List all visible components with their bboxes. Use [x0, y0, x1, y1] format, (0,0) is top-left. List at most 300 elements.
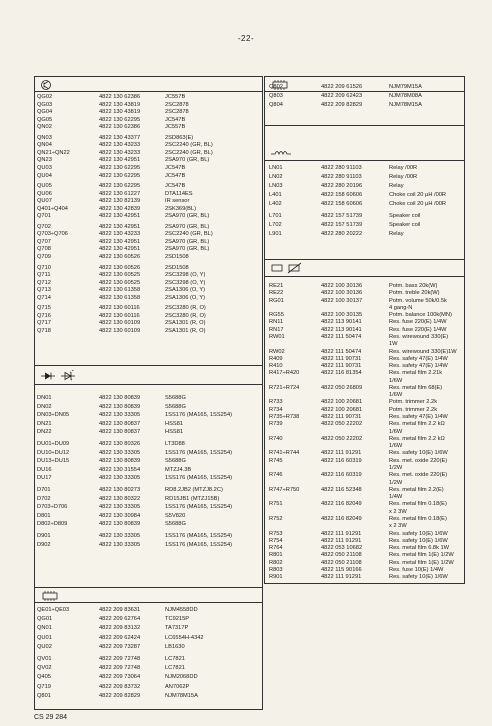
part-row	[35, 486, 262, 494]
part-description: 1/6W	[389, 377, 403, 384]
part-number: 4822 111 91291	[321, 530, 362, 537]
part-ref: R740	[269, 435, 283, 442]
part-row	[35, 212, 262, 220]
part-description: Res. metal film 0.18(E)	[389, 515, 447, 522]
part-number: 4822 116 82049	[321, 515, 362, 522]
part-ref: DU01÷DU09	[37, 441, 70, 447]
part-ref: QV01	[37, 656, 52, 662]
part-ref: QG05	[37, 116, 53, 123]
part-number: 4822 130 80839	[99, 521, 141, 528]
part-number: 4822 116 60319	[321, 457, 362, 464]
part-row	[35, 327, 262, 335]
part-description: Res. met. oxide 220(E)	[389, 472, 448, 479]
part-description: Res. safety 10(E) 1/6W	[389, 574, 448, 581]
part-ref: R802	[269, 559, 283, 566]
part-ref: QU02	[37, 643, 52, 650]
part-ref: DU10÷DU12	[37, 449, 70, 456]
part-row	[35, 541, 262, 549]
part-number: 4822 280 91103	[321, 174, 362, 180]
part-number: 4822 130 82139	[99, 198, 141, 205]
part-ref: QN23	[37, 157, 52, 164]
part-ref: R751	[269, 501, 283, 508]
part-number: 4822 209 82829	[321, 102, 363, 108]
part-row	[35, 253, 262, 261]
part-description: JC547B	[165, 164, 186, 171]
part-number: 4822 130 60116	[99, 305, 140, 312]
part-description: 2SC2240 (GR, BL)	[165, 149, 213, 156]
part-description: 2SC2240 (GR, BL)	[165, 142, 213, 149]
transistor-section	[35, 77, 262, 371]
part-description: Potm. bass 20k(W)	[389, 283, 438, 289]
part-description: 1/2W	[389, 479, 403, 486]
part-ref: DU17	[37, 475, 52, 482]
part-number: 4822 111 91291	[321, 574, 362, 581]
part-description: DTA114ES	[165, 190, 193, 197]
part-description: LC6554H-4342	[165, 634, 204, 641]
part-number: 4822 130 43233	[99, 231, 141, 238]
part-description: 1/6W	[389, 392, 403, 399]
part-description: S5688G	[165, 458, 186, 465]
part-description: TC9215P	[165, 616, 190, 623]
part-number: 4822 130 80839	[99, 403, 141, 410]
part-number: 4822 209 73287	[99, 643, 141, 650]
part-number: 4822 130 80839	[99, 458, 141, 465]
part-ref: R741÷R744	[269, 450, 300, 457]
part-row	[35, 474, 262, 482]
part-ref: Q715	[37, 305, 51, 312]
part-number: 4822 209 72748	[99, 656, 141, 662]
part-description: x 2 3W	[389, 508, 407, 515]
part-description: 2SA970 (GR, BL)	[165, 213, 210, 220]
part-description: Potm. treble 20k(W)	[389, 290, 440, 297]
part-description: NJM78M15A	[165, 692, 198, 699]
part-row	[35, 449, 262, 457]
part-description: NJM2068DD	[165, 674, 198, 681]
part-description: Res. metal film 1(E) 1/2W	[389, 552, 454, 559]
part-ref: R746	[269, 472, 283, 479]
part-ref: R753	[269, 530, 283, 537]
part-ref: D702	[37, 495, 51, 502]
part-ref: R803	[269, 566, 283, 573]
part-row	[35, 428, 262, 436]
part-number: 4822 130 80273	[99, 487, 141, 493]
part-number: 4822 130 33305	[99, 541, 141, 548]
part-ref: RE22	[269, 290, 284, 297]
part-number: 4822 130 42839	[99, 205, 141, 212]
part-ref: R747÷R750	[269, 486, 300, 493]
part-row	[265, 230, 464, 238]
part-description: Res. metal film 2.2(E)	[389, 486, 444, 493]
page-number: -22-	[237, 34, 255, 43]
part-description: Res. fuse 10(E) 1/4W	[389, 566, 444, 573]
part-ref: LN03	[269, 183, 283, 189]
part-description: HSS81	[165, 420, 184, 427]
part-description: 1/2W	[389, 465, 403, 471]
part-description: 2SC2878	[165, 109, 189, 116]
part-ref: DN22	[37, 429, 52, 436]
part-ref: DN01	[37, 395, 52, 401]
part-description: Relay /00R	[389, 174, 418, 180]
part-number: 4822 050 22202	[321, 421, 363, 428]
part-number: 4822 130 42951	[99, 213, 141, 220]
part-number: 4822 130 42951	[99, 223, 141, 230]
part-description: Relay /00R	[389, 165, 418, 171]
part-description: Potm. trimmer 2.2k	[389, 399, 438, 406]
part-number: 4822 111 90731	[321, 355, 362, 362]
part-ref: QN02	[37, 124, 52, 131]
part-row	[265, 173, 464, 181]
part-ref: D901	[37, 533, 51, 539]
part-number: 4822 130 60526	[99, 254, 141, 260]
part-description: Potm. balance 100k(MN)	[389, 312, 452, 319]
part-number: 4822 157 51739	[321, 222, 363, 228]
part-ref: R734	[269, 406, 283, 413]
part-number: 4822 115 90166	[321, 566, 362, 573]
part-description: JC547B	[165, 172, 186, 179]
part-ref: R739	[269, 421, 283, 428]
part-ref: QG04	[37, 109, 53, 116]
part-number: 4822 130 80837	[99, 429, 141, 436]
part-number: 4822 100 20681	[321, 399, 363, 406]
parts-column-left	[34, 76, 263, 710]
part-description: 2SC3298 (O, Y)	[165, 272, 206, 279]
part-description: 1SS176 (MA165, 1SS254)	[165, 412, 233, 419]
part-description: 1SS176 (MA165, 1SS254)	[165, 533, 233, 539]
part-number: 4822 130 43377	[99, 134, 141, 141]
part-description: JC557B	[165, 94, 186, 100]
part-description: 2SC2240 (GR, BL)	[165, 231, 213, 238]
part-number: 4822 130 33305	[99, 475, 141, 482]
part-description: 2SC3280 (R, O)	[165, 305, 206, 312]
part-ref: Q708	[37, 246, 51, 253]
part-description: Relay	[389, 231, 404, 237]
part-description: Res. wirewound 330(E)1W	[389, 348, 457, 355]
part-ref: RW02	[269, 348, 285, 355]
part-number: 4822 111 91291	[321, 450, 362, 457]
part-description: Res. safety 10(E) 1/6W	[389, 537, 448, 544]
part-row	[35, 692, 262, 700]
part-number: 4822 130 43233	[99, 149, 141, 156]
part-ref: Q701	[37, 213, 51, 220]
part-row	[35, 403, 262, 411]
part-ref: R735÷R738	[269, 414, 300, 421]
part-ref: Q405	[37, 674, 51, 681]
part-number: 4822 209 73064	[99, 674, 141, 681]
diode-symbol-icon	[39, 370, 79, 382]
part-description: 2SD863(E)	[165, 134, 194, 141]
part-description: 2SD1508	[165, 264, 189, 271]
part-description: RD8.2JB2 (MTZJ8.2C)	[165, 487, 223, 493]
part-number: 4822 111 50474	[321, 348, 362, 355]
part-number: 4822 130 33305	[99, 533, 141, 539]
part-ref: QU06	[37, 190, 52, 197]
part-row	[265, 200, 464, 208]
part-row	[35, 123, 262, 131]
part-ref: R745	[269, 457, 283, 464]
part-ref: QV02	[37, 665, 52, 672]
coil-section	[265, 126, 464, 256]
part-number: 4822 130 60525	[99, 279, 141, 286]
resistor-symbol-icon	[269, 262, 309, 274]
part-row	[35, 172, 262, 180]
part-ref: D802÷D809	[37, 521, 68, 528]
part-ref: R901	[269, 574, 283, 581]
part-ref: Q717	[37, 320, 51, 327]
part-row	[265, 92, 464, 100]
part-description: AN7062P	[165, 683, 190, 690]
part-ref: D701	[37, 487, 51, 493]
part-ref: QN03	[37, 134, 52, 141]
part-description: LC7821	[165, 665, 185, 672]
part-row	[35, 673, 262, 681]
part-ref: Q702	[37, 223, 51, 230]
part-description: 2SA1301 (R, O)	[165, 320, 206, 327]
part-description: RD15JB1 (MTZJ15B)	[165, 495, 220, 502]
part-row	[35, 615, 262, 623]
ic-section-right	[265, 77, 464, 127]
part-number: 4822 280 20222	[321, 231, 363, 237]
part-ref: Q703÷Q706	[37, 231, 68, 238]
part-description: Res. safety 10(E) 1/6W	[389, 450, 448, 457]
part-row	[265, 573, 464, 581]
part-ref: DU16	[37, 466, 52, 473]
part-ref: R417÷R420	[269, 370, 300, 377]
part-row	[35, 683, 262, 691]
part-description: 2SA1306 (O, Y)	[165, 287, 206, 294]
part-description: IR sensor	[165, 198, 190, 205]
part-description: 4 gang-N	[389, 304, 413, 311]
part-number: 4822 130 61227	[99, 190, 141, 197]
part-ref: Q804	[269, 102, 283, 108]
part-description: HSS81	[165, 429, 184, 436]
part-number: 4822 130 80326	[99, 441, 141, 447]
part-row	[265, 182, 464, 190]
part-description: 1SS176 (MA165, 1SS254)	[165, 504, 233, 511]
part-description: 2SA970 (GR, BL)	[165, 157, 210, 164]
part-ref: L702	[269, 222, 282, 228]
part-description: LC7821	[165, 656, 185, 662]
part-row	[35, 643, 262, 651]
part-ref: D801	[37, 512, 51, 519]
part-number: 4822 280 20196	[321, 183, 363, 189]
part-row	[35, 420, 262, 428]
part-ref: RE21	[269, 283, 284, 289]
part-ref: DN03÷DN05	[37, 412, 70, 419]
part-ref: Q801	[37, 692, 51, 699]
part-description: Res. safety 47(E) 1/4W	[389, 355, 448, 362]
part-number: 4822 157 51739	[321, 213, 363, 219]
part-number: 4822 130 62386	[99, 94, 141, 100]
part-number: 4822 130 31554	[99, 466, 141, 473]
part-description: 1W	[389, 341, 398, 348]
part-number: 4822 113 90141	[321, 326, 362, 333]
part-ref: DN21	[37, 420, 52, 427]
part-number: 4822 130 43819	[99, 101, 141, 108]
part-ref: Q711	[37, 272, 51, 279]
part-description: 1SS176 (MA165, 1SS254)	[165, 449, 233, 456]
part-number: 4822 130 62295	[99, 183, 141, 190]
part-ref: RW01	[269, 333, 285, 340]
part-ref: R801	[269, 552, 283, 559]
part-description: NJM78M08A	[389, 93, 422, 99]
part-ref: QE01÷QE03	[37, 607, 70, 613]
part-ref: R754	[269, 537, 283, 544]
part-number: 4822 130 61358	[99, 287, 141, 294]
part-ref: R409	[269, 355, 283, 362]
part-row	[265, 83, 464, 91]
part-description: Choke coil 20 µH /00R	[389, 192, 447, 198]
part-number: 4822 280 91103	[321, 165, 362, 171]
part-row	[265, 164, 464, 172]
part-ref: DN02	[37, 403, 52, 410]
part-number: 4822 130 62386	[99, 124, 141, 131]
part-description: 2SA1306 (O, Y)	[165, 294, 206, 301]
part-number: 4822 130 80839	[99, 395, 141, 401]
part-ref: Q714	[37, 294, 51, 301]
part-description: Res. metal film 0.18(E)	[389, 501, 447, 508]
part-number: 4822 100 30136	[321, 290, 363, 297]
part-ref: QU03	[37, 164, 52, 171]
part-ref: D703÷D706	[37, 504, 68, 511]
part-description: 2SC2878	[165, 101, 189, 108]
parts-column-right	[264, 76, 465, 584]
part-description: 2SA1301 (R, O)	[165, 327, 206, 334]
part-description: LT3D88	[165, 441, 185, 447]
part-ref: DU13÷DU15	[37, 458, 70, 465]
part-number: 4822 130 60526	[99, 264, 141, 271]
part-description: S5688G	[165, 403, 186, 410]
part-ref: Q401÷Q404	[37, 205, 68, 212]
part-ref: Q712	[37, 279, 51, 286]
part-description: NJM79M15A	[389, 84, 422, 90]
part-ref: Q719	[37, 683, 51, 690]
part-ref: Q709	[37, 254, 51, 260]
part-ref: Q707	[37, 238, 51, 245]
part-row	[35, 634, 262, 642]
part-description: Speaker coil	[389, 222, 421, 228]
diode-section	[35, 366, 262, 596]
part-number: 4822 130 30984	[99, 512, 141, 519]
part-row	[35, 503, 262, 511]
part-ref: QU01	[37, 634, 52, 641]
part-description: 1/6W	[389, 443, 403, 450]
part-ref: QG02	[37, 94, 53, 100]
part-description: S5688G	[165, 521, 186, 528]
part-ref: R733	[269, 399, 283, 406]
part-number: 4822 130 62295	[99, 164, 141, 171]
part-description: Res. metal film 2.2 kΩ	[389, 435, 445, 442]
part-description: 2SD1508	[165, 254, 189, 260]
part-description: Res. safety 47(E) 1/4W	[389, 363, 448, 370]
transistor-symbol-icon	[39, 79, 67, 91]
part-ref: QG03	[37, 101, 53, 108]
part-number: 4822 100 30136	[321, 283, 363, 289]
part-row	[265, 191, 464, 199]
part-description: Res. met. oxide 220(E)	[389, 457, 448, 464]
part-ref: R764	[269, 545, 283, 552]
part-description: 2SC3280 (R, O)	[165, 312, 206, 319]
part-number: 4822 209 82829	[99, 692, 141, 699]
part-ref: RN17	[269, 326, 284, 333]
part-ref: D902	[37, 541, 51, 548]
part-number: 4822 209 62423	[321, 93, 363, 99]
part-row	[35, 655, 262, 663]
part-row	[35, 664, 262, 672]
part-number: 4822 116 52348	[321, 486, 362, 493]
part-number: 4822 111 90731	[321, 414, 362, 421]
part-number: 4822 209 83132	[99, 625, 141, 632]
part-number: 4822 100 30137	[321, 297, 363, 304]
part-description: Res. metal film 1(E) 1/2W	[389, 559, 454, 566]
part-number: 4822 116 82049	[321, 501, 362, 508]
part-description: Res. wirewound 330(E)	[389, 333, 449, 340]
part-row	[35, 411, 262, 419]
ic-section-left	[35, 588, 262, 708]
part-description: MTZJ4.3B	[165, 466, 192, 473]
part-description: JC557B	[165, 124, 186, 131]
part-description: 2SA970 (GR, BL)	[165, 238, 210, 245]
part-number: 4822 158 60606	[321, 192, 363, 198]
part-description: Potm. volume 50k/0.5k	[389, 297, 447, 304]
part-description: S5V820	[165, 512, 186, 519]
part-description: JC547B	[165, 116, 186, 123]
part-number: 4822 050 22202	[321, 435, 363, 442]
part-row	[35, 294, 262, 302]
part-ref: Q802	[269, 84, 283, 90]
part-description: Speaker coil	[389, 213, 421, 219]
part-description: NJM78M15A	[389, 102, 422, 108]
part-ref: R721÷R724	[269, 384, 300, 391]
part-description: Res. fuse 220(E) 1/4W	[389, 319, 447, 326]
part-number: 4822 209 72748	[99, 665, 141, 672]
part-row	[35, 532, 262, 540]
part-ref: QU07	[37, 198, 52, 205]
part-row	[35, 495, 262, 503]
part-number: 4822 113 90141	[321, 319, 362, 326]
part-description: 2SA970 (GR, BL)	[165, 246, 210, 253]
part-number: 4822 209 62764	[99, 616, 141, 623]
part-row	[35, 457, 262, 465]
part-row	[35, 606, 262, 614]
part-description: Res. metal film 6.8k 1W	[389, 545, 450, 552]
part-number: 4822 130 42951	[99, 238, 141, 245]
ic-chip-icon	[39, 590, 67, 602]
part-row	[35, 624, 262, 632]
part-description: 1/4W	[389, 494, 403, 501]
part-number: 4822 130 80837	[99, 420, 141, 427]
part-number: 4822 130 42951	[99, 157, 141, 164]
part-number: 4822 130 60109	[99, 327, 141, 334]
part-ref: R752	[269, 515, 283, 522]
part-number: 4822 130 42951	[99, 246, 141, 253]
part-description: Res. safety 47(E) 1/4W	[389, 414, 448, 421]
part-number: 4822 100 20681	[321, 406, 363, 413]
part-description: 1SS176 (MA165, 1SS254)	[165, 541, 233, 548]
part-number: 4822 111 90731	[321, 363, 362, 370]
part-number: 4822 100 30135	[321, 312, 363, 319]
part-ref: L901	[269, 231, 282, 237]
part-ref: RG55	[269, 312, 284, 319]
part-ref: LN02	[269, 174, 283, 180]
part-description: Relay	[389, 183, 404, 189]
part-number: 4822 130 60116	[99, 312, 140, 319]
footer-code: CS 29 284	[34, 714, 68, 721]
part-number: 4822 130 80322	[99, 495, 141, 502]
part-row	[35, 512, 262, 520]
part-description: Res. fuse 220(E) 1/4W	[389, 326, 447, 333]
part-row	[35, 520, 262, 528]
part-number: 4822 111 50474	[321, 333, 362, 340]
